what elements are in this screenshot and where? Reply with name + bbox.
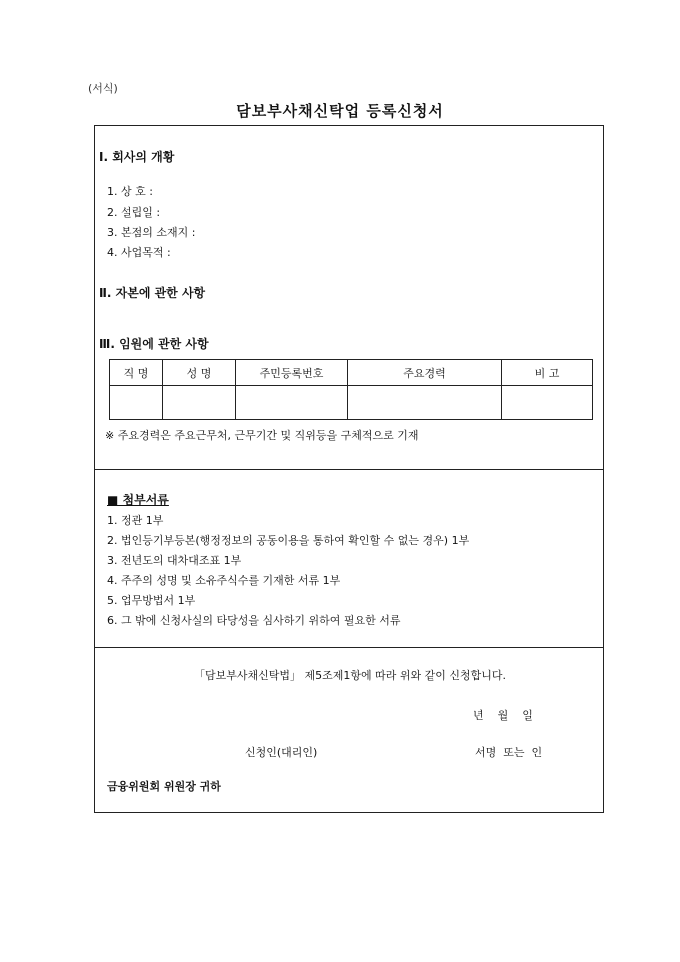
officers-table-header	[110, 360, 593, 386]
addressee: 금융위원회 위원장 귀하	[107, 780, 221, 793]
attachment-item: 3. 전년도의 대차대조표 1부	[107, 554, 242, 567]
officers-table	[109, 359, 593, 420]
section2-heading: Ⅱ. 자본에 관한 사항	[99, 286, 206, 300]
date-line[interactable]: 년 월 일	[473, 709, 533, 722]
career-note: ※ 주요경력은 주요근무처, 근무기간 및 직위등을 구체적으로 기재	[105, 429, 419, 442]
attachments-heading: ■ 첨부서류	[107, 493, 169, 507]
head-office-field: 3. 본점의 소재지 :	[107, 226, 196, 239]
section1-heading: Ⅰ. 회사의 개황	[99, 150, 175, 164]
col-remarks: 비 고	[502, 360, 593, 386]
document-title: 담보부사채신탁업 등록신청서	[236, 102, 444, 120]
attachment-item: 2. 법인등기부등본(행정정보의 공동이용을 통하여 확인할 수 없는 경우) 1부	[107, 534, 470, 547]
attachment-item: 4. 주주의 성명 및 소유주식수를 기재한 서류 1부	[107, 574, 341, 587]
divider	[95, 647, 603, 648]
attachment-item: 5. 업무방법서 1부	[107, 594, 196, 607]
cell-name[interactable]	[163, 386, 236, 420]
section3-heading: Ⅲ. 임원에 관한 사항	[99, 337, 209, 351]
table-row	[110, 386, 593, 420]
cell-resident-number[interactable]	[236, 386, 348, 420]
col-position: 직 명	[110, 360, 163, 386]
attachment-item: 1. 정관 1부	[107, 514, 164, 527]
form-box	[94, 125, 604, 813]
form-label: (서식)	[88, 82, 118, 95]
business-purpose-field: 4. 사업목적 :	[107, 246, 171, 259]
attachment-item: 6. 그 밖에 신청사실의 타당성을 심사하기 위하여 필요한 서류	[107, 614, 401, 627]
cell-position[interactable]	[110, 386, 163, 420]
establishment-date-field: 2. 설립일 :	[107, 206, 161, 219]
applicant-label: 신청인(대리인)	[245, 746, 318, 759]
cell-career[interactable]	[348, 386, 502, 420]
declaration-statement: 「담보부사채신탁법」 제5조제1항에 따라 위와 같이 신청합니다.	[194, 669, 506, 682]
col-resident-number: 주민등록번호	[236, 360, 348, 386]
company-name-field: 1. 상 호 :	[107, 185, 153, 198]
signature-label[interactable]: 서명 또는 인	[475, 746, 543, 759]
cell-remarks[interactable]	[502, 386, 593, 420]
divider	[95, 469, 603, 470]
col-career: 주요경력	[348, 360, 502, 386]
col-name: 성 명	[163, 360, 236, 386]
